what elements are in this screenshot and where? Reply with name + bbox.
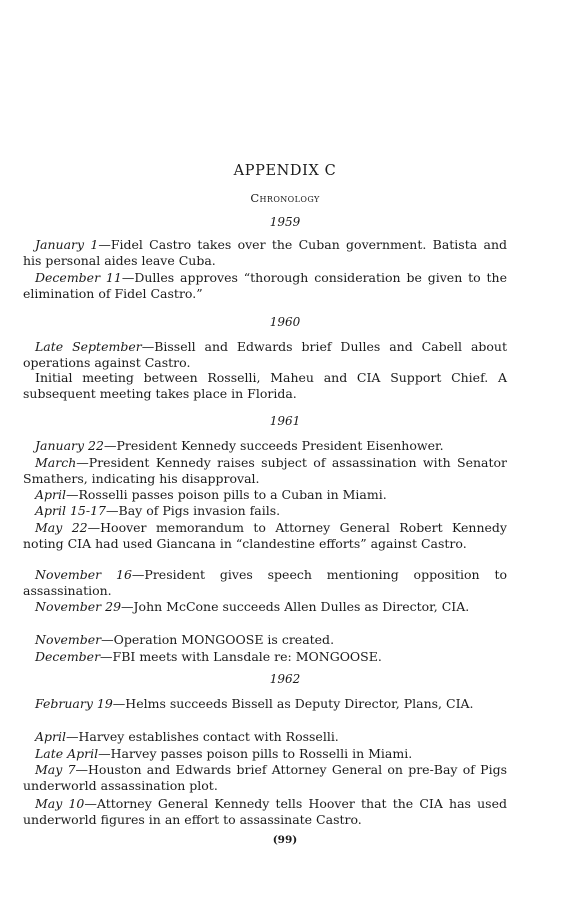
entry <box>23 370 507 401</box>
entry <box>23 237 507 268</box>
entry-date: November 16 <box>35 567 132 582</box>
entry-text: —Bissell and Edwards brief Dulles and Cabell about operations against Castro. <box>23 339 507 370</box>
entry-text: —Fidel Castro takes over the Cuban government. Batista and his personal aides leave Cuba. <box>23 237 507 268</box>
entry <box>23 729 507 745</box>
entry-date: March <box>35 455 77 470</box>
entry-text: —Helms succeeds Bissell as Deputy Director, Plans, CIA. <box>112 696 474 711</box>
entry-text: Initial meeting between Rosselli, Maheu and CIA Support Chief. A subsequent meeting takes place in Florida. <box>23 370 507 401</box>
year-heading-1960: 1960 <box>269 315 301 329</box>
entry-date: February 19 <box>35 696 113 711</box>
entry-date: April <box>35 729 66 744</box>
entry-text: —Houston and Edwards brief Attorney General on pre-Bay of Pigs underworld assassination plot. <box>23 762 507 793</box>
year-heading-1959: 1959 <box>269 215 301 229</box>
entry-date: January 22 <box>35 438 104 453</box>
entry-text: —John McCone succeeds Allen Dulles as Director, CIA. <box>121 599 470 614</box>
entry-date: Late April <box>35 746 99 761</box>
entry-date: November <box>35 632 102 647</box>
entry <box>23 438 507 454</box>
year-heading-1961: 1961 <box>269 414 301 428</box>
entry-text: —President Kennedy succeeds President Eisenhower. <box>103 438 444 453</box>
entry-date: January 1 <box>35 237 99 252</box>
entry-date: May 22 <box>35 520 88 535</box>
entry-date: May 7 <box>35 762 76 777</box>
entry <box>23 455 507 486</box>
entry-text: —President Kennedy raises subject of assassination with Senator Smathers, indicating his disapproval. <box>23 455 507 486</box>
entry-text: —Operation MONGOOSE is created. <box>101 632 335 647</box>
entry <box>23 649 507 665</box>
entry-text: —Rosselli passes poison pills to a Cuban in Miami. <box>66 487 387 502</box>
entry-date: May 10 <box>35 796 85 811</box>
entry-text: —Attorney General Kennedy tells Hoover that the CIA has used underworld figures in an effort to assassinate Castro. <box>23 796 507 827</box>
entry-date: April <box>35 487 66 502</box>
entry <box>23 270 507 301</box>
entry-text: —President gives speech mentioning opposition to assassination. <box>23 567 508 598</box>
entry-text: —FBI meets with Lansdale re: MONGOOSE. <box>100 649 382 664</box>
entry-date: Late September <box>35 339 142 354</box>
chronology-subtitle: Chronology <box>250 191 320 205</box>
entry <box>23 796 507 827</box>
entry-text: —Harvey passes poison pills to Rosselli in Miami. <box>98 746 413 761</box>
entry <box>23 339 507 370</box>
entry-text: —Bay of Pigs invasion fails. <box>106 503 281 518</box>
entry <box>23 503 507 519</box>
entry <box>23 696 507 712</box>
page-number: (99) <box>272 834 298 846</box>
entry <box>23 762 507 793</box>
entry-text: —Hoover memorandum to Attorney General Robert Kennedy noting CIA had used Giancana in “clandestine efforts” against Castro. <box>23 520 507 551</box>
entry-date: April 15-17 <box>35 503 107 518</box>
entry <box>23 567 507 598</box>
year-heading-1962: 1962 <box>269 672 301 686</box>
entry-date: December 11 <box>35 270 122 285</box>
entry-text: —Harvey establishes contact with Rosselli. <box>66 729 339 744</box>
entry-date: November 29 <box>35 599 122 614</box>
entry <box>23 520 507 551</box>
entry <box>23 746 507 762</box>
appendix-heading: APPENDIX C <box>233 163 337 179</box>
entry <box>23 599 507 615</box>
entry <box>23 487 507 503</box>
entry <box>23 632 507 648</box>
entry-date: December <box>35 649 101 664</box>
entry-text: —Dulles approves “thorough consideration be given to the elimination of Fidel Castro.” <box>23 270 507 301</box>
